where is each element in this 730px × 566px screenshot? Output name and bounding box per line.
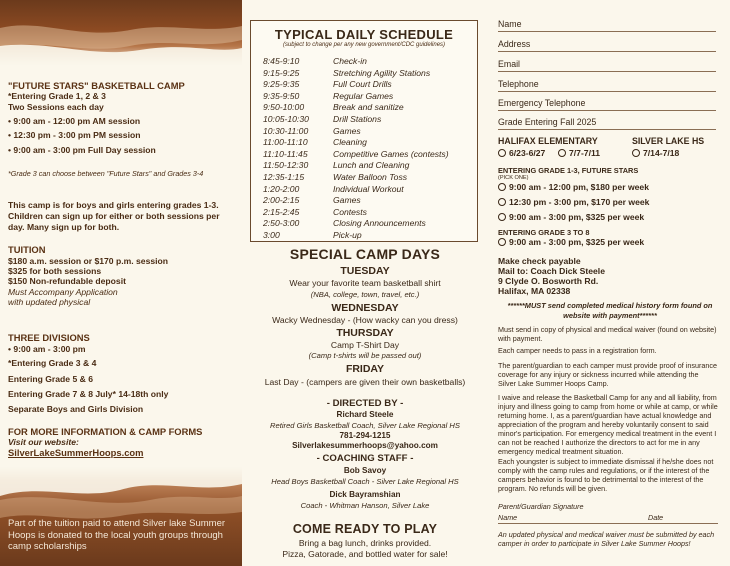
coach2-name: Dick Bayramshian bbox=[329, 490, 401, 499]
paragraph-waiver: I waive and release the Basketball Camp for any and all liability, from injury and illness going to camp from home or while at camp, or while returning home. I, as a parent/guardian have actual knowledge and appreciation of the program and hereby voluntarily consent to said minor's participation. For emergency medical treatment in the event I can not be reached I authorize the directors to act for me in any emergency medical treatment situation. bbox=[498, 393, 718, 456]
halifax-heading: HALIFAX ELEMENTARY bbox=[498, 136, 598, 146]
schedule-time: 2:15-2:45 bbox=[263, 206, 300, 217]
left-panel bbox=[0, 0, 242, 566]
schedule-activity: Pick-up bbox=[333, 230, 362, 240]
paragraph-dismissal: Each youngster is subject to immediate dismissal if he/she does not comply with the camp rules and regulations, or if the interest of the campers behavior is found to be detrimental to the interest of the program. No refunds will be given. bbox=[498, 457, 714, 493]
radio-icon bbox=[498, 183, 506, 191]
schedule-time: 11:00-11:10 bbox=[263, 137, 308, 148]
radio-icon bbox=[498, 149, 506, 157]
halifax-option-1[interactable] bbox=[498, 148, 545, 158]
director-phone: 781-294-1215 bbox=[339, 431, 391, 440]
signature-line[interactable] bbox=[498, 523, 718, 524]
payable-label: Make check payable bbox=[498, 256, 581, 266]
paragraph-physical: Must send in copy of physical and medical waiver (found on website) with payment. bbox=[498, 325, 717, 343]
session-am: • 9:00 am - 12:00 pm AM session bbox=[8, 116, 140, 127]
thursday-note: (Camp t-shirts will be passed out) bbox=[308, 351, 422, 360]
daily-schedule-box bbox=[250, 20, 478, 242]
special-days-title: SPECIAL CAMP DAYS bbox=[289, 246, 441, 262]
schedule-title: TYPICAL DAILY SCHEDULE bbox=[274, 27, 454, 42]
schedule-time: 10:30-11:00 bbox=[263, 125, 309, 136]
radio-icon bbox=[498, 198, 506, 206]
grades-1-3-option-2-label: 12:30 pm - 3:00 pm, $170 per week bbox=[509, 197, 650, 207]
session-pm: • 12:30 pm - 3:00 pm PM session bbox=[8, 130, 140, 141]
city-address: Halifax, MA 02338 bbox=[498, 286, 571, 296]
schedule-row bbox=[263, 56, 477, 68]
schedule-time: 9:25-9:35 bbox=[263, 79, 300, 90]
schedule-time: 12:35-1:15 bbox=[263, 172, 305, 182]
schedule-time: 9:15-9:25 bbox=[263, 67, 300, 78]
schedule-subtitle: (subject to change per any new government/CDC guidelines) bbox=[282, 42, 446, 48]
grade3-note: *Grade 3 can choose between "Future Stars" and Grades 3-4 bbox=[8, 169, 204, 178]
session-full-day: • 9:00 am - 3:00 pm Full Day session bbox=[8, 145, 156, 156]
visit-website-label: Visit our website: bbox=[8, 437, 79, 447]
grades-1-3-option-3[interactable] bbox=[498, 212, 644, 222]
schedule-activity: Check-in bbox=[333, 56, 367, 66]
grades-1-3-option-1[interactable] bbox=[498, 182, 649, 192]
division-grade-7-8: Entering Grade 7 & 8 July* 14-18th only bbox=[8, 389, 169, 399]
tuition-line-1: $180 a.m. session or $170 p.m. session bbox=[8, 256, 169, 266]
address-field[interactable]: Address bbox=[498, 38, 716, 52]
schedule-row bbox=[263, 195, 477, 207]
paragraph-registration: Each camper needs to pass in a registration form. bbox=[498, 346, 657, 355]
sig-name-label: Name bbox=[498, 513, 518, 522]
schedule-row bbox=[263, 172, 477, 184]
website-link[interactable]: SilverLakeSummerHoops.com bbox=[8, 447, 144, 458]
schedule-row bbox=[263, 160, 477, 172]
tuition-note-1: Must Accompany Application bbox=[8, 287, 118, 297]
director-email[interactable]: Silverlakesummerhoops@yahoo.com bbox=[292, 441, 438, 450]
schedule-activity: Individual Workout bbox=[333, 183, 404, 194]
tuesday-note: (NBA, college, town, travel, etc.) bbox=[310, 290, 420, 299]
description-line-3: day. Many sign up for both. bbox=[8, 222, 120, 232]
description-line-1: This camp is for boys and girls entering grades 1-3. bbox=[8, 200, 219, 210]
grades-1-3-option-2[interactable] bbox=[498, 197, 649, 207]
tuition-line-2: $325 for both sessions bbox=[8, 266, 102, 276]
halifax-option-2-label: 7/7-7/11 bbox=[569, 148, 601, 158]
radio-icon bbox=[498, 213, 506, 221]
directed-by-heading: - DIRECTED BY - bbox=[326, 398, 404, 409]
schedule-time: 11:50-12:30 bbox=[263, 160, 309, 171]
grades-1-3-heading: ENTERING GRADE 1-3, FUTURE STARS bbox=[498, 166, 639, 175]
schedule-row bbox=[263, 126, 477, 138]
schedule-time: 3:00 bbox=[263, 230, 280, 240]
schedule-time: 1:20-2:00 bbox=[263, 183, 300, 194]
schedule-activity: Lunch and Cleaning bbox=[333, 160, 410, 171]
schedule-row bbox=[263, 79, 477, 91]
schedule-activity: Games bbox=[333, 195, 361, 206]
friday-description: Last Day - (campers are given their own basketballs) bbox=[264, 377, 466, 387]
silverlake-option[interactable] bbox=[632, 148, 679, 158]
schedule-activity: Regular Games bbox=[333, 90, 394, 101]
schedule-activity: Contests bbox=[333, 206, 367, 217]
thursday-heading: THURSDAY bbox=[336, 327, 394, 339]
coach1-title: Head Boys Basketball Coach - Silver Lake Regional HS bbox=[271, 477, 459, 486]
wednesday-description: Wacky Wednesday - (How wacky can you dress) bbox=[272, 315, 458, 325]
medical-notice: ******MUST send completed medical history form found on website with payment****** bbox=[507, 301, 713, 320]
signature-label: Parent/Guardian Signature bbox=[498, 502, 584, 511]
grades-1-3-option-1-label: 9:00 am - 12:00 pm, $180 per week bbox=[509, 182, 649, 192]
come-ready-line2: Pizza, Gatorade, and bottled water for sale! bbox=[282, 549, 448, 559]
schedule-row bbox=[263, 184, 477, 196]
description-line-2: Children can sign up for either or both sessions per bbox=[8, 211, 220, 221]
street-address: 9 Clyde O. Bosworth Rd. bbox=[498, 276, 599, 286]
grades-3-8-option-label: 9:00 am - 3:00 pm, $325 per week bbox=[509, 237, 645, 247]
paragraph-insurance: The parent/guardian to each camper must provide proof of insurance coverage for any injury or sickness incurred while attending the Silver Lake Summer Hoops Camp. bbox=[498, 361, 717, 388]
friday-heading: FRIDAY bbox=[345, 363, 385, 375]
grade-entering-field[interactable]: Grade Entering Fall 2025 bbox=[498, 116, 716, 130]
tuition-note-2: with updated physical bbox=[8, 297, 91, 307]
entering-grades: *Entering Grade 1, 2 & 3 bbox=[8, 91, 106, 101]
silverlake-heading: SILVER LAKE HS bbox=[632, 136, 705, 146]
final-note: An updated physical and medical waiver must be submitted by each camper in order to participate in Silver Lake Summer Hoops! bbox=[498, 530, 715, 548]
schedule-activity: Drill Stations bbox=[333, 114, 382, 124]
coach2-title: Coach - Whitman Hanson, Silver Lake bbox=[300, 501, 430, 510]
schedule-time: 10:05-10:30 bbox=[263, 114, 309, 124]
schedule-activity: Cleaning bbox=[333, 137, 367, 148]
two-sessions: Two Sessions each day bbox=[8, 102, 104, 112]
schedule-activity: Games bbox=[333, 125, 361, 136]
coaching-staff-heading: - COACHING STAFF - bbox=[316, 453, 414, 464]
tuition-heading: TUITION bbox=[8, 244, 46, 255]
schedule-row bbox=[263, 137, 477, 149]
division-grade-3-4: *Entering Grade 3 & 4 bbox=[8, 358, 97, 368]
wednesday-heading: WEDNESDAY bbox=[331, 302, 399, 314]
director-title: Retired Girls Basketball Coach, Silver Lake Regional HS bbox=[270, 421, 460, 430]
decorative-wave-top bbox=[0, 0, 242, 66]
schedule-row bbox=[263, 207, 477, 219]
mail-to-label: Mail to: Coach Dick Steele bbox=[498, 266, 605, 276]
schedule-time: 9:35-9:50 bbox=[263, 90, 300, 101]
director-name: Richard Steele bbox=[336, 410, 394, 419]
radio-icon bbox=[558, 149, 566, 157]
email-field[interactable]: Email bbox=[498, 58, 716, 72]
schedule-row bbox=[263, 149, 477, 161]
schedule-activity: Full Court Drills bbox=[333, 79, 392, 90]
schedule-activity: Water Balloon Toss bbox=[333, 172, 408, 182]
silverlake-option-label: 7/14-7/18 bbox=[643, 148, 680, 158]
division-hours: • 9:00 am - 3:00 pm bbox=[8, 344, 86, 355]
division-separate: Separate Boys and Girls Division bbox=[8, 404, 144, 414]
radio-icon bbox=[632, 149, 640, 157]
donation-note: Part of the tuition paid to attend Silver lake Summer Hoops is donated to the local youth groups through camp scholarships bbox=[8, 518, 226, 552]
emergency-telephone-field[interactable]: Emergency Telephone bbox=[498, 97, 716, 111]
tuesday-heading: TUESDAY bbox=[340, 265, 390, 277]
tuition-line-3: $150 Non-refundable deposit bbox=[8, 276, 126, 286]
schedule-time: 2:00-2:15 bbox=[263, 195, 300, 206]
schedule-activity: Closing Announcements bbox=[333, 218, 426, 229]
grades-3-8-option[interactable] bbox=[498, 237, 644, 247]
schedule-time: 9:50-10:00 bbox=[263, 102, 305, 113]
registration-form bbox=[490, 0, 730, 566]
camp-title: "FUTURE STARS" BASKETBALL CAMP bbox=[8, 80, 185, 91]
schedule-activity: Competitive Games (contests) bbox=[333, 148, 449, 159]
halifax-option-1-label: 6/23-6/27 bbox=[509, 148, 546, 158]
schedule-row bbox=[263, 68, 477, 80]
schedule-row bbox=[263, 114, 477, 126]
brush-stroke-graphic bbox=[0, 0, 242, 66]
middle-panel bbox=[246, 0, 484, 566]
come-ready-title: COME READY TO PLAY bbox=[292, 522, 438, 536]
divisions-heading: THREE DIVISIONS bbox=[8, 332, 90, 343]
division-grade-5-6: Entering Grade 5 & 6 bbox=[8, 374, 94, 384]
schedule-row bbox=[263, 91, 477, 103]
schedule-activity: Stretching Agility Stations bbox=[333, 67, 431, 78]
schedule-time: 11:10-11:45 bbox=[263, 148, 308, 159]
halifax-option-2[interactable] bbox=[558, 148, 600, 158]
grades-3-8-heading: ENTERING GRADE 3 TO 8 bbox=[498, 228, 590, 237]
sig-date-label: Date bbox=[648, 513, 664, 522]
thursday-description: Camp T-Shirt Day bbox=[330, 340, 400, 350]
schedule-time: 8:45-9:10 bbox=[263, 56, 300, 66]
schedule-row bbox=[263, 102, 477, 114]
grades-1-3-option-3-label: 9:00 am - 3:00 pm, $325 per week bbox=[509, 212, 645, 222]
tuesday-description: Wear your favorite team basketball shirt bbox=[289, 278, 441, 288]
name-field[interactable]: Name bbox=[498, 18, 716, 32]
come-ready-line1: Bring a bag lunch, drinks provided. bbox=[298, 538, 432, 548]
schedule-time: 2:50-3:00 bbox=[263, 218, 300, 229]
schedule-activity: Break and sanitize bbox=[333, 102, 404, 113]
schedule-row bbox=[263, 218, 477, 230]
coach1-name: Bob Savoy bbox=[343, 466, 387, 475]
pick-one-label: (PICK ONE) bbox=[498, 175, 529, 181]
radio-icon bbox=[498, 238, 506, 246]
schedule-row bbox=[263, 230, 477, 242]
info-heading: FOR MORE INFORMATION & CAMP FORMS bbox=[8, 426, 203, 437]
telephone-field[interactable]: Telephone bbox=[498, 78, 716, 92]
